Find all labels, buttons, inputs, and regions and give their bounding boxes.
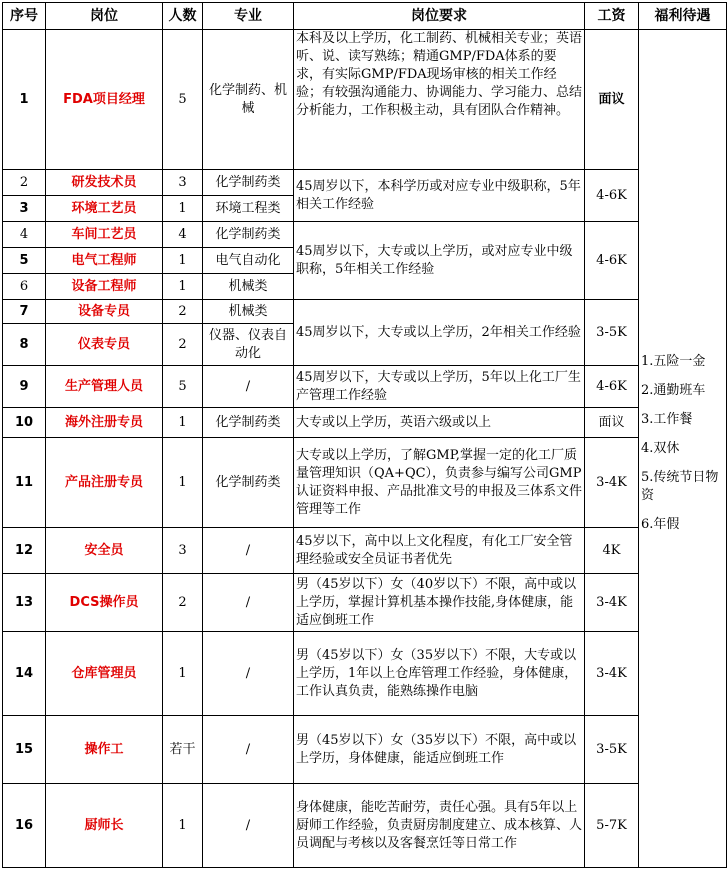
- table-row: [3, 366, 727, 408]
- row-no: 3: [3, 196, 46, 222]
- row-position: FDA项目经理: [46, 30, 163, 170]
- table-row: [3, 222, 727, 248]
- row-position: 设备专员: [46, 300, 163, 324]
- row-requirements: 男（45岁以下）女（40岁以下）不限，高中或以上学历，掌握计算机基本操作技能,身体健康，能适应倒班工作: [294, 574, 585, 632]
- row-major: 化学制药类: [203, 222, 294, 248]
- row-position: 厨师长: [46, 784, 163, 868]
- row-salary: 3-5K: [585, 716, 639, 784]
- row-count: 若干: [163, 716, 203, 784]
- row-position: 仓库管理员: [46, 632, 163, 716]
- row-count: 1: [163, 784, 203, 868]
- row-major: /: [203, 574, 294, 632]
- row-no: 8: [3, 324, 46, 366]
- benefits-cell: [639, 30, 727, 868]
- header-position: 岗位: [46, 3, 163, 30]
- row-major: /: [203, 716, 294, 784]
- row-requirements: 45周岁以下，大专或以上学历，2年相关工作经验: [294, 300, 585, 366]
- row-position: 安全员: [46, 528, 163, 574]
- table-row: [3, 632, 727, 716]
- row-major: /: [203, 528, 294, 574]
- row-no: 9: [3, 366, 46, 408]
- row-requirements: 身体健康，能吃苦耐劳，责任心强。具有5年以上厨师工作经验，负责厨房制度建立、成本核算、人员调配与考核以及客餐烹饪等日常工作: [294, 784, 585, 868]
- row-count: 5: [163, 30, 203, 170]
- row-no: 4: [3, 222, 46, 248]
- row-count: 2: [163, 300, 203, 324]
- row-major: /: [203, 784, 294, 868]
- header-requirements: 岗位要求: [294, 3, 585, 30]
- row-requirements: 大专或以上学历，英语六级或以上: [294, 408, 585, 438]
- row-major: 环境工程类: [203, 196, 294, 222]
- row-position: 仪表专员: [46, 324, 163, 366]
- row-salary: 面议: [585, 408, 639, 438]
- row-salary: 3-5K: [585, 300, 639, 366]
- row-salary: 4-6K: [585, 222, 639, 300]
- row-major: 化学制药、机械: [203, 30, 294, 170]
- row-requirements: 45周岁以下，大专或以上学历，5年以上化工厂生产管理工作经验: [294, 366, 585, 408]
- row-position: DCS操作员: [46, 574, 163, 632]
- row-no: 5: [3, 248, 46, 274]
- row-position: 产品注册专员: [46, 438, 163, 528]
- row-no: 16: [3, 784, 46, 868]
- row-major: 化学制药类: [203, 438, 294, 528]
- row-major: 机械类: [203, 300, 294, 324]
- row-no: 1: [3, 30, 46, 170]
- row-count: 1: [163, 632, 203, 716]
- row-requirements: 男（45岁以下）女（35岁以下）不限，高中或以上学历，身体健康，能适应倒班工作: [294, 716, 585, 784]
- benefit-item: 4.双休: [641, 440, 680, 456]
- row-no: 15: [3, 716, 46, 784]
- row-count: 2: [163, 324, 203, 366]
- row-no: 14: [3, 632, 46, 716]
- header-salary: 工资: [585, 3, 639, 30]
- row-position: 研发技术员: [46, 170, 163, 196]
- row-position: 生产管理人员: [46, 366, 163, 408]
- row-requirements: 大专或以上学历，了解GMP,掌握一定的化工厂质量管理知识（QA+QC），负责参与编写公司GMP认证资料申报、产品批准文号的申报及三体系文件管理等工作: [294, 438, 585, 528]
- row-no: 7: [3, 300, 46, 324]
- row-major: 机械类: [203, 274, 294, 300]
- row-salary: 4-6K: [585, 366, 639, 408]
- table-row: [3, 716, 727, 784]
- row-no: 2: [3, 170, 46, 196]
- row-salary: 3-4K: [585, 574, 639, 632]
- row-major: 化学制药类: [203, 170, 294, 196]
- row-count: 3: [163, 528, 203, 574]
- row-position: 设备工程师: [46, 274, 163, 300]
- header-row: [3, 3, 727, 30]
- row-count: 4: [163, 222, 203, 248]
- row-no: 13: [3, 574, 46, 632]
- row-major: 电气自动化: [203, 248, 294, 274]
- row-salary: 3-4K: [585, 438, 639, 528]
- row-count: 1: [163, 408, 203, 438]
- row-requirements: 男（45岁以下）女（35岁以下）不限，大专或以上学历，1年以上仓库管理工作经验，身体健康，工作认真负责，能熟练操作电脑: [294, 632, 585, 716]
- table-row: [3, 170, 727, 196]
- row-count: 1: [163, 274, 203, 300]
- job-listing-table: [2, 2, 727, 868]
- table-row: [3, 574, 727, 632]
- row-major: 化学制药类: [203, 408, 294, 438]
- header-no: 序号: [3, 3, 46, 30]
- row-major: /: [203, 632, 294, 716]
- row-count: 2: [163, 574, 203, 632]
- row-major: 仪器、仪表自动化: [203, 324, 294, 366]
- row-salary: 4-6K: [585, 170, 639, 222]
- row-count: 5: [163, 366, 203, 408]
- row-position: 车间工艺员: [46, 222, 163, 248]
- row-position: 海外注册专员: [46, 408, 163, 438]
- benefit-item: 5.传统节日物资: [641, 469, 719, 503]
- header-major: 专业: [203, 3, 294, 30]
- benefit-item: 6.年假: [641, 516, 680, 532]
- header-count: 人数: [163, 3, 203, 30]
- row-position: 环境工艺员: [46, 196, 163, 222]
- row-requirements: 本科及以上学历，化工制药、机械相关专业；英语听、说、读写熟练；精通GMP/FDA体系的要求，有实际GMP/FDA现场审核的相关工作经验；有较强沟通能力、协调能力、学习能力、总结分析能力，工作积极主动，具有团队合作精神。: [294, 30, 585, 170]
- table-row: [3, 528, 727, 574]
- row-salary: 3-4K: [585, 632, 639, 716]
- benefit-item: 3.工作餐: [641, 411, 693, 427]
- row-major: /: [203, 366, 294, 408]
- row-count: 1: [163, 248, 203, 274]
- row-no: 6: [3, 274, 46, 300]
- row-requirements: 45周岁以下，本科学历或对应专业中级职称，5年相关工作经验: [294, 170, 585, 222]
- row-count: 3: [163, 170, 203, 196]
- row-requirements: 45岁以下，高中以上文化程度，有化工厂安全管理经验或安全员证书者优先: [294, 528, 585, 574]
- benefit-item: 2.通勤班车: [641, 382, 706, 398]
- header-benefits: 福利待遇: [639, 3, 727, 30]
- row-no: 12: [3, 528, 46, 574]
- table-row: [3, 438, 727, 528]
- table-row: [3, 300, 727, 324]
- row-no: 11: [3, 438, 46, 528]
- row-position: 操作工: [46, 716, 163, 784]
- row-salary: 4K: [585, 528, 639, 574]
- table-row: [3, 784, 727, 868]
- row-salary: 5-7K: [585, 784, 639, 868]
- benefit-item: 1.五险一金: [641, 353, 706, 369]
- row-count: 1: [163, 438, 203, 528]
- row-count: 1: [163, 196, 203, 222]
- row-position: 电气工程师: [46, 248, 163, 274]
- table-row: [3, 30, 727, 170]
- table-row: [3, 408, 727, 438]
- row-no: 10: [3, 408, 46, 438]
- row-requirements: 45周岁以下，大专或以上学历，或对应专业中级职称，5年相关工作经验: [294, 222, 585, 300]
- row-salary: 面议: [585, 30, 639, 170]
